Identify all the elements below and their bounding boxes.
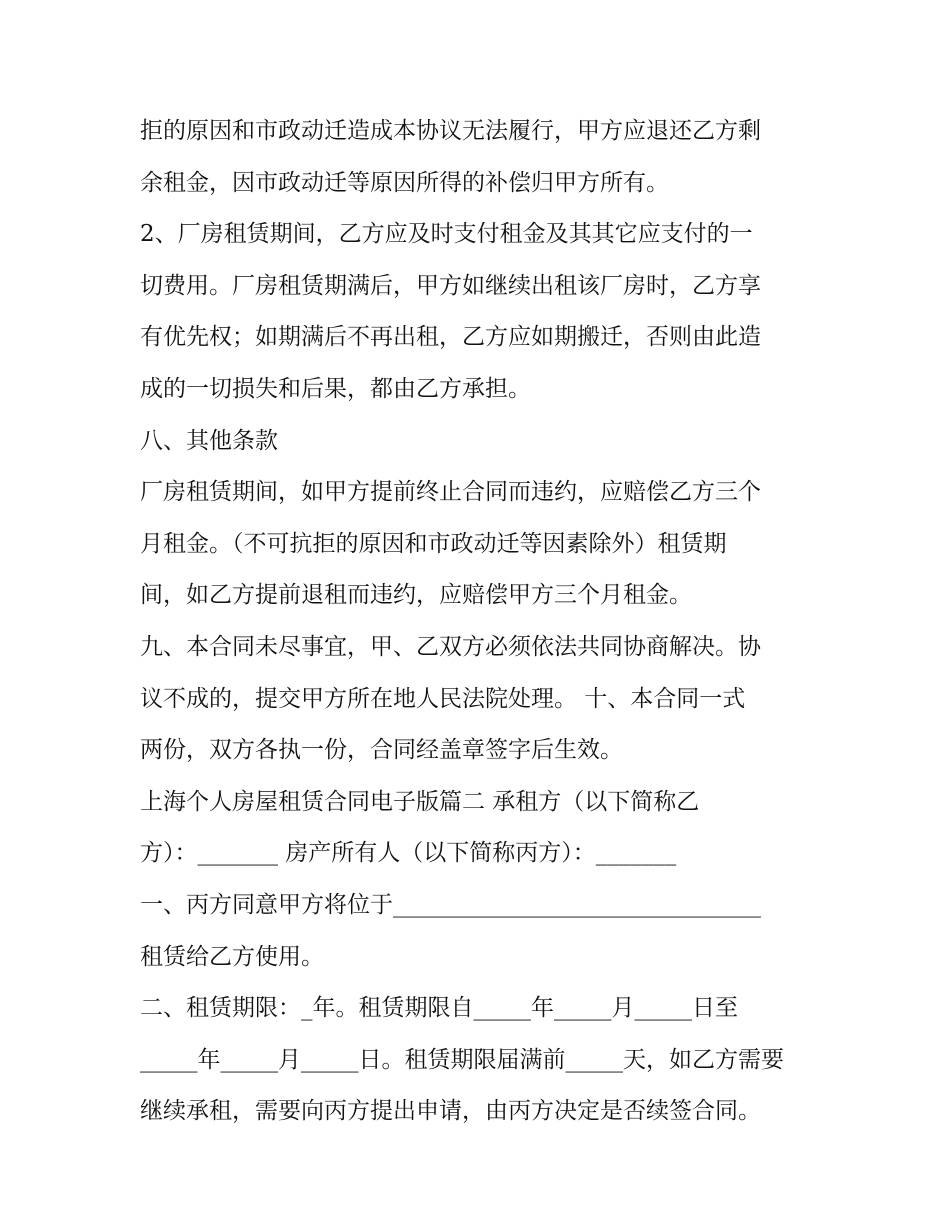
text-line: 上海个人房屋租赁合同电子版篇二 承租方（以下简称乙 bbox=[140, 788, 700, 815]
text-line: 两份，双方各执一份，合同经盖章签字后生效。 bbox=[140, 737, 623, 764]
text-line: 租赁给乙方使用。 bbox=[140, 943, 324, 970]
document-body bbox=[140, 106, 830, 1138]
text-line: 余租金，因市政动迁等原因所得的补偿归甲方所有。 bbox=[140, 169, 669, 196]
text-line: 月租金。（不可抗拒的原因和市政动迁等因素除外）租赁期 bbox=[140, 530, 727, 557]
text-line: 一、丙方同意甲方将位于________________________________ bbox=[140, 891, 761, 918]
text-line: 九、本合同未尽事宜，甲、乙双方必须依法共同协商解决。协 bbox=[140, 633, 761, 660]
text-line: 拒的原因和市政动迁造成本协议无法履行，甲方应退还乙方剩 bbox=[140, 118, 761, 144]
text-line: 间，如乙方提前退租而违约，应赔偿甲方三个月租金。 bbox=[140, 582, 692, 609]
text-line: 方）：_______ 房产所有人（以下简称丙方）：_______ bbox=[140, 840, 677, 867]
text-line: 成的一切损失和后果，都由乙方承担。 bbox=[140, 375, 531, 402]
text-line: 切费用。厂房租赁期满后，甲方如继续出租该厂房时，乙方享 bbox=[140, 272, 761, 299]
text-line: 2、厂房租赁期间，乙方应及时支付租金及其其它应支付的一 bbox=[140, 221, 753, 248]
text-line: _____年_____月_____日。租赁期限届满前_____天，如乙方需要 bbox=[140, 1046, 784, 1073]
section-heading: 八、其他条款 bbox=[140, 427, 278, 454]
text-line: 议不成的，提交甲方所在地人民法院处理。 十、本合同一式 bbox=[140, 685, 746, 712]
text-line: 有优先权；如期满后不再出租，乙方应如期搬迁，否则由此造 bbox=[140, 324, 761, 351]
text-line: 二、租赁期限：_年。租赁期限自_____年_____月_____日至 bbox=[140, 995, 738, 1022]
text-line: 继续承租，需要向丙方提出申请，由丙方决定是否续签合同。 bbox=[140, 1098, 761, 1125]
text-line: 厂房租赁期间，如甲方提前终止合同而违约，应赔偿乙方三个 bbox=[140, 479, 761, 506]
